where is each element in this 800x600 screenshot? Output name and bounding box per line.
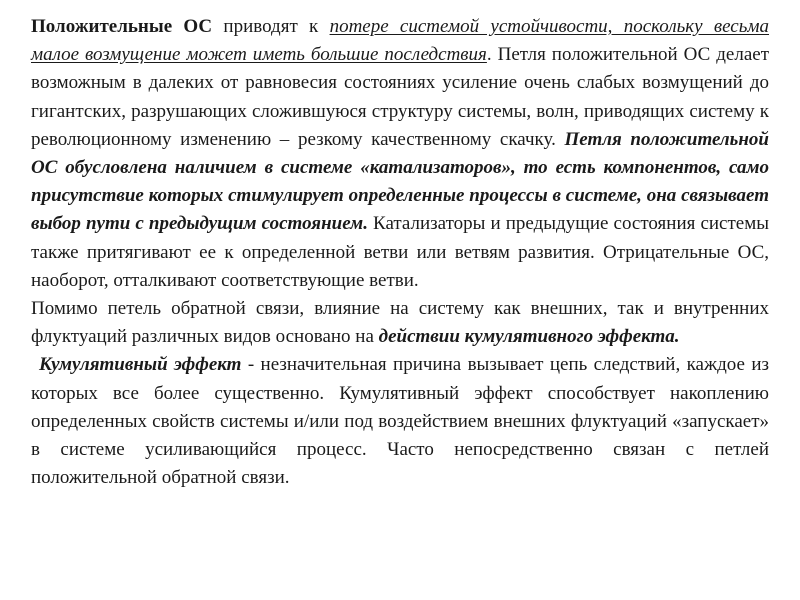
term-positive-feedback: Положительные ОС xyxy=(31,16,213,37)
text-run: - незначительная причина вызывает цепь следствий, каждое из которых все более существенно. Кумулятивный эффект способствует накоплению определенных свойств системы и/или под воздействием внешних флуктуаций «запускает» в системе усиливающийся процесс. Часто непосредственно связан с петлей положительной обратной связи. xyxy=(31,354,769,489)
document-text xyxy=(31,13,769,492)
term-cumulative-effect: Кумулятивный эффект xyxy=(39,354,242,376)
text-run: Катализаторы и предыдущие состояния системы также притягивают ее к определенной ветви или ветвям развития. Отрицательные ОС, наоборот, отталкивают соответствующие ветви. xyxy=(31,213,770,291)
text-run: Помимо петель обратной связи, влияние на систему как внешних, так и внутренних флуктуаций различных видов основано на xyxy=(31,298,769,348)
paragraph-cumulative-effect xyxy=(31,351,769,492)
paragraph-positive-feedback xyxy=(31,13,769,295)
emphasis-catalysts: Петля положительной ОС обусловлена наличием в системе «катализаторов», то есть компонентов, само присутствие которых стимулирует определенные процессы в системе, она связывает выбор пути с предыдущим состоянием. xyxy=(31,128,769,235)
paragraph-feedback-loops xyxy=(31,295,769,351)
text-run: . Петля положительной ОС делает возможным в далеких от равновесия состояниях усиление очень слабых возмущений до гигантских, разрушающих сложившуюся структуру системы, волн, приводящих систему к революционному изменению – резкому качественному скачку. xyxy=(31,44,769,150)
emphasis-cumulative-effect: действии кумулятивного эффекта. xyxy=(378,326,680,348)
text-run: приводят к xyxy=(212,16,330,37)
emphasis-loss-of-stability: потере системой устойчивости, поскольку весьма малое возмущение может иметь большие последствия xyxy=(31,16,770,66)
